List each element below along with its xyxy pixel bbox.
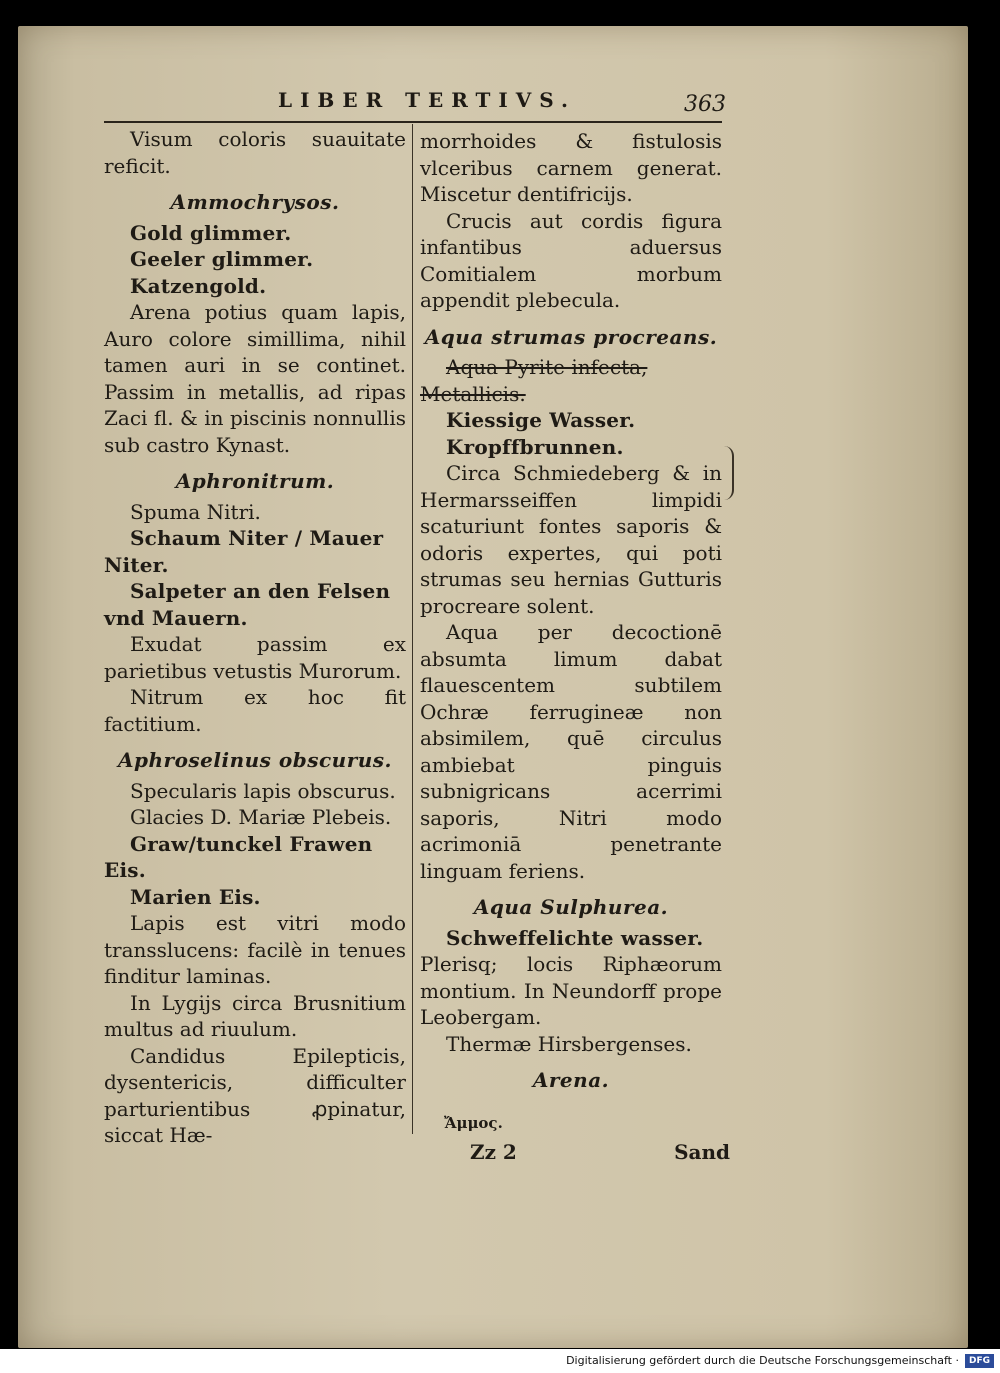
german-name: Schweffelichte wasser.: [446, 925, 704, 950]
body-paragraph: Candidus Epilepticis, dysentericis, difficulter parturientibus ꝓpinatur, siccat Hæ-: [104, 1043, 406, 1147]
column-separator: [412, 124, 413, 1134]
german-name: Geeler glimmer.: [130, 247, 314, 271]
section-heading: Aqua Sulphurea.: [473, 895, 669, 919]
section-heading: Aqua strumas procreans.: [424, 324, 718, 349]
digitization-credit: [0, 1349, 1000, 1373]
body-paragraph: Nitrum ex hoc fit factitium.: [104, 685, 406, 736]
header-rule: [104, 121, 722, 123]
german-name: Katzengold.: [130, 273, 267, 298]
credit-text: Digitalisierung gefördert durch die Deutsche Forschungsgemeinschaft ·: [566, 1354, 959, 1367]
german-name: Schaum Niter / Mauer Niter.: [104, 526, 384, 577]
catchword: Sand: [674, 1140, 730, 1164]
body-paragraph: morrhoides & fistulosis vlceribus carnem generat. Miscetur dentifricijs.: [420, 129, 722, 206]
body-paragraph: Visum coloris suauitate reficit.: [104, 127, 406, 178]
german-name: Salpeter an den Felsen vnd Mauern.: [104, 579, 391, 630]
margin-bracket: [724, 446, 734, 500]
section-heading: Aphroselinus obscurus.: [117, 748, 392, 772]
dfg-logo: DFG: [965, 1354, 994, 1368]
page-number: 363: [684, 92, 726, 117]
body-paragraph: Spuma Nitri.: [130, 499, 261, 524]
german-name: Marien Eis.: [130, 884, 261, 909]
section-heading: Aphronitrum.: [175, 469, 335, 493]
section-heading: Ammochrysos.: [170, 190, 340, 214]
greek-term: Ἄμμος.: [444, 1114, 503, 1132]
right-column: [420, 128, 722, 1098]
section-heading: Arena.: [532, 1068, 610, 1092]
body-paragraph: Aqua per decoctionē absumta limum dabat flauescentem subtilem Ochræ ferrugineæ non absimilem, quē circulus ambiebat pinguis subnigricans acerrimi saporis, Nitri modo acrimoniā penetrante linguam feriens.: [420, 620, 722, 883]
struck-text: Aqua Pyrite infecta, Metallicis.: [420, 355, 648, 406]
german-name: Gold glimmer.: [130, 220, 292, 245]
body-paragraph: Glacies D. Mariæ Plebeis.: [130, 805, 392, 829]
german-name: Graw/tunckel Frawen Eis.: [104, 831, 373, 882]
body-paragraph: Lapis est vitri modo transslucens: facilè in tenues finditur laminas.: [104, 911, 406, 988]
body-paragraph: Arena potius quam lapis, Auro colore simillima, nihil tamen auri in se continet. Passim in metallis, ad ripas Zaci fl. & in piscinis nonnullis sub castro Kynast.: [104, 300, 406, 457]
body-paragraph: Crucis aut cordis figura infantibus aduersus Comitialem morbum appendit plebecula.: [420, 208, 722, 312]
signature-mark: Zz 2: [470, 1140, 517, 1164]
body-paragraph: Circa Schmiedeberg & in Hermarsseiffen limpidi scaturiunt fontes saporis & odoris expertes, qui poti strumas seu hernias Gutturis procreare solent.: [420, 461, 722, 618]
left-column: [104, 126, 406, 1149]
german-name: Kropffbrunnen.: [446, 434, 624, 459]
running-head: LIBER TERTIVS.: [278, 88, 576, 112]
body-paragraph: Plerisq; locis Riphæorum montium. In Neundorff prope Leobergam.: [420, 952, 722, 1029]
body-paragraph: Thermæ Hirsbergenses.: [446, 1031, 692, 1056]
body-paragraph: In Lygijs circa Brusnitium multus ad riuulum.: [104, 990, 406, 1041]
body-paragraph: Exudat passim ex parietibus vetustis Murorum.: [104, 632, 406, 683]
body-paragraph: Specularis lapis obscurus.: [130, 778, 396, 803]
german-name: Kiessige Wasser.: [446, 408, 636, 432]
